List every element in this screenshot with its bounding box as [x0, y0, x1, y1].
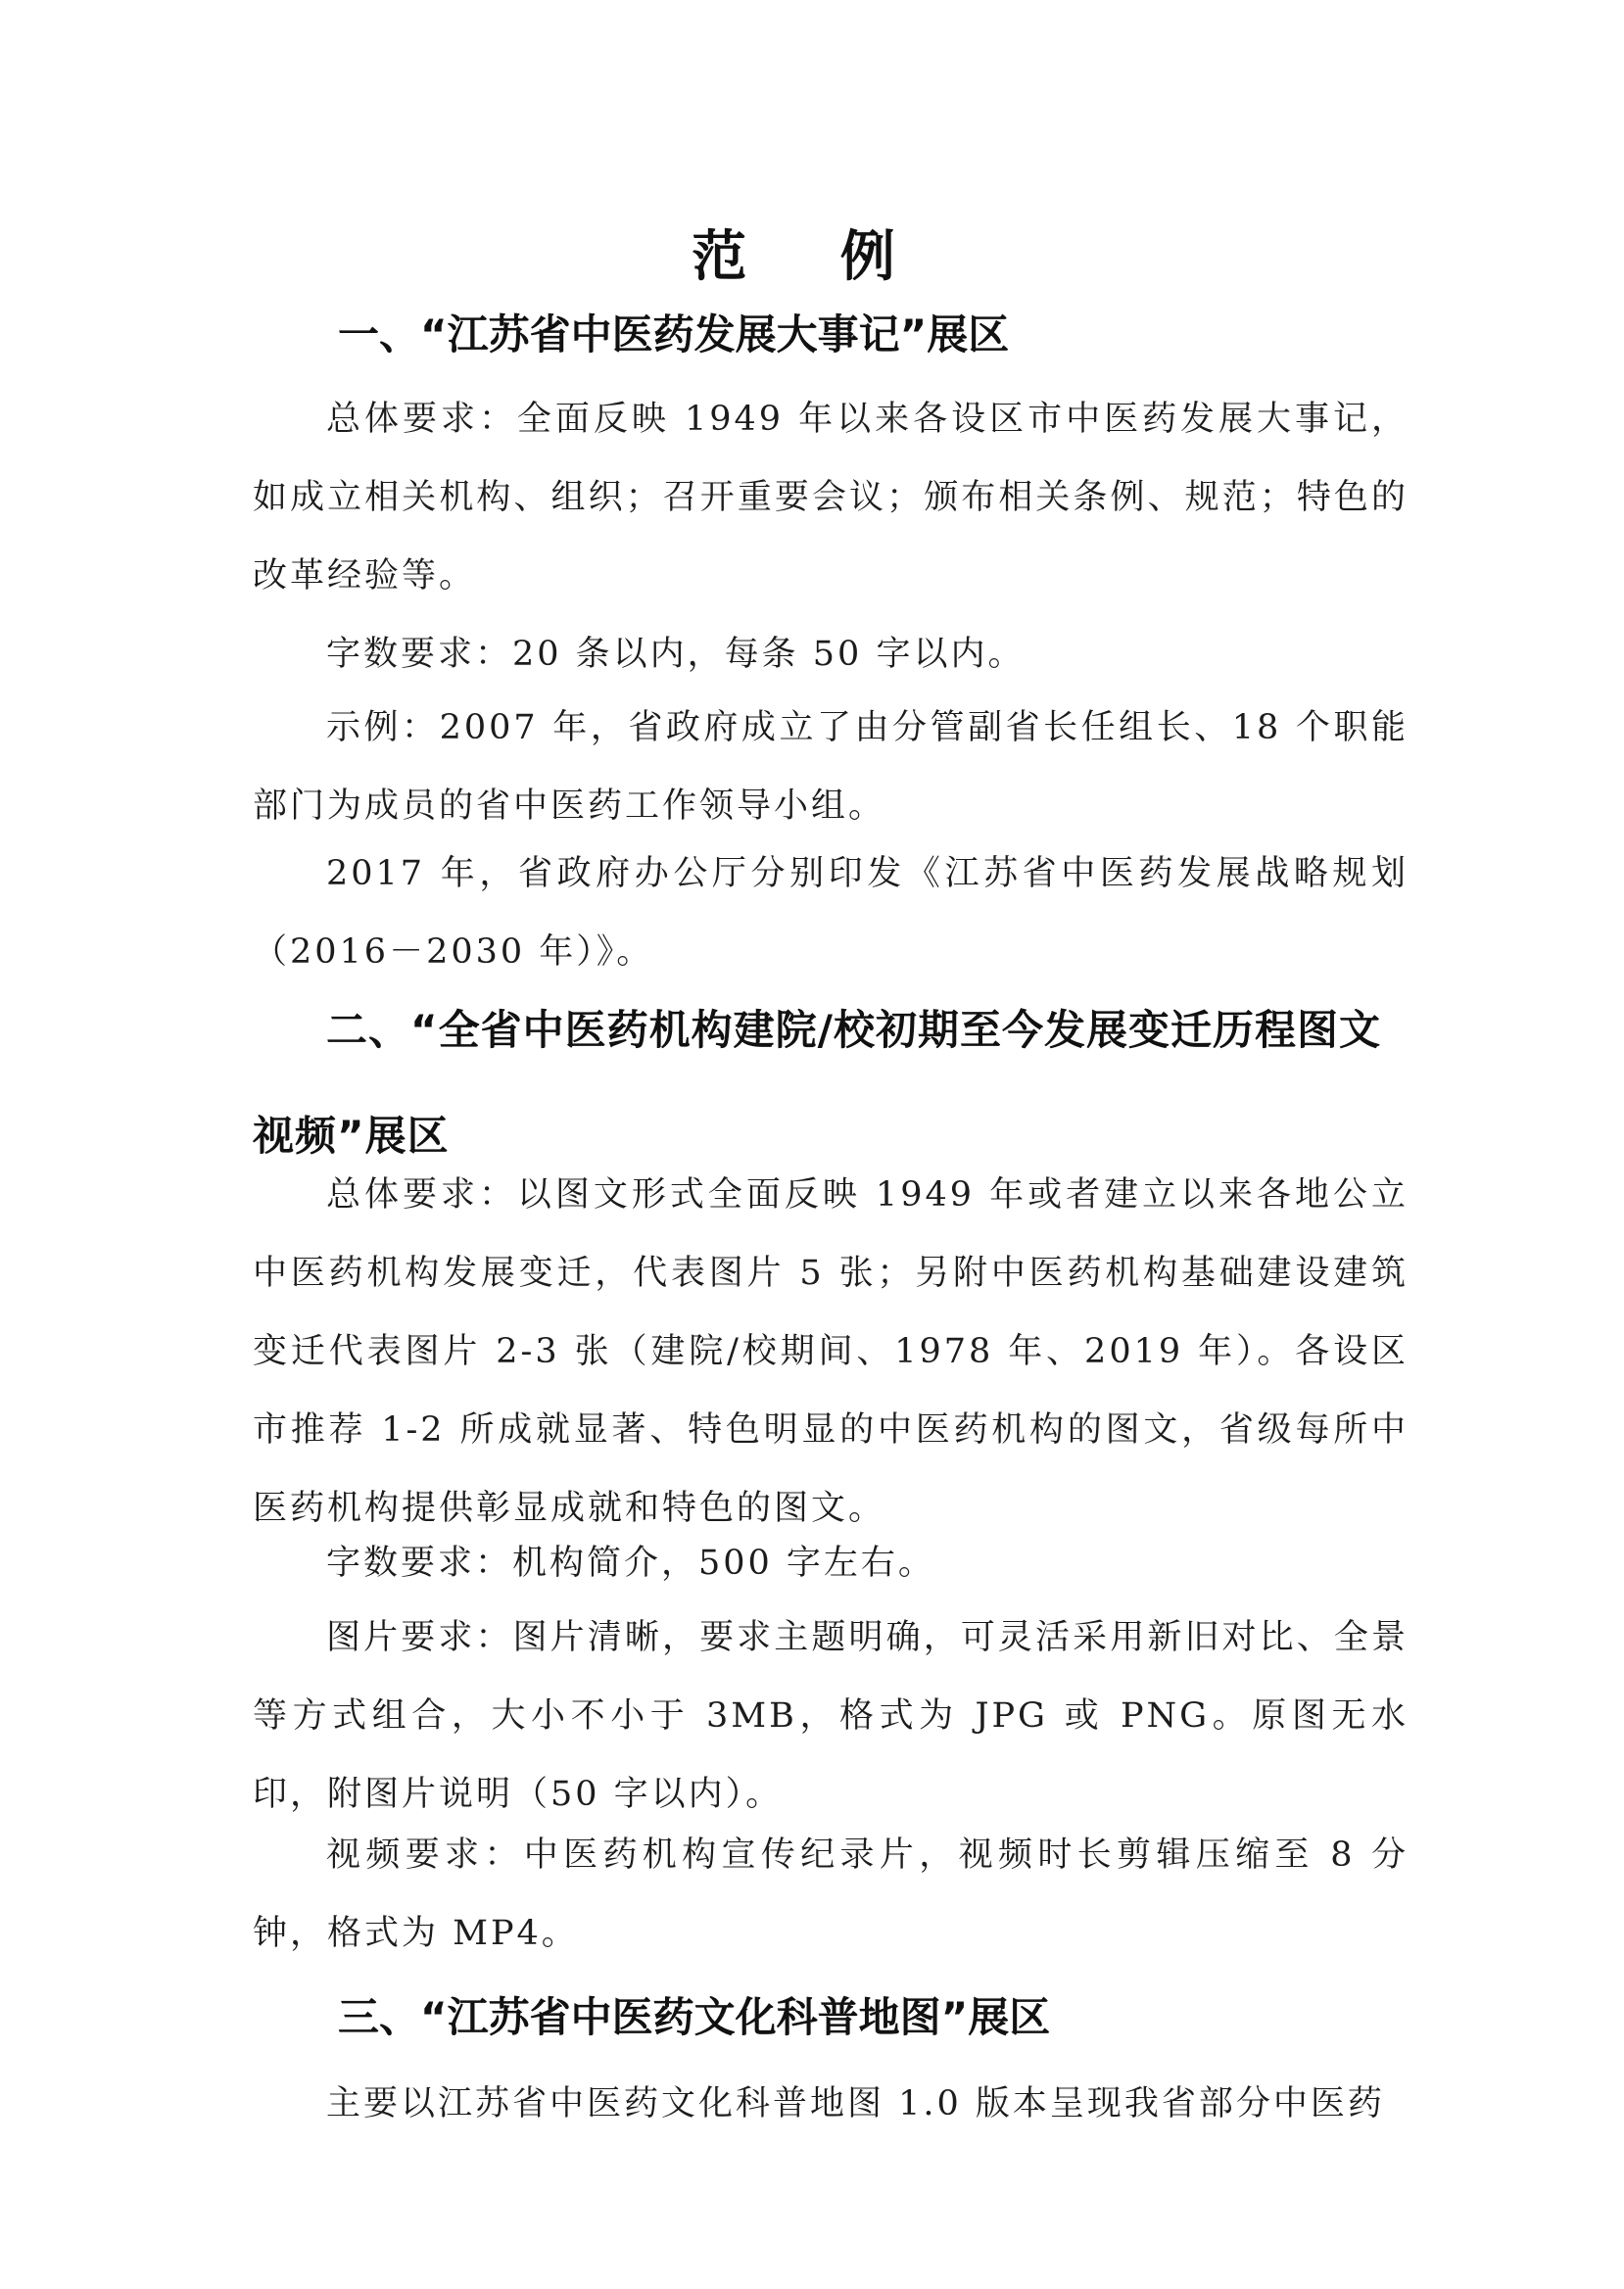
section-1-paragraph-3: 示例：2007 年，省政府成立了由分管副省长任组长、18 个职能部门为成员的省中医药工作领导小组。: [253, 708, 1409, 826]
section-1-heading: 一、“江苏省中医药发展大事记”展区: [338, 310, 1010, 358]
section-2-paragraph-4: 视频要求：中医药机构宣传纪录片，视频时长剪辑压缩至 8 分钟，格式为 MP4。: [253, 1836, 1409, 1953]
section-2-paragraph-2: 字数要求：机构简介，500 字左右。: [326, 1544, 935, 1583]
section-3-paragraph-1: 主要以江苏省中医药文化科普地图 1.0 版本呈现我省部分中医药: [326, 2084, 1385, 2123]
section-1-paragraph-2: 字数要求：20 条以内，每条 50 字以内。: [326, 635, 1026, 674]
page-title: 范 例: [692, 224, 932, 289]
section-3-heading: 三、“江苏省中医药文化科普地图”展区: [338, 1993, 1051, 2041]
section-2-paragraph-1: 总体要求：以图文形式全面反映 1949 年或者建立以来各地公立中医药机构发展变迁，代表图片 5 张；另附中医药机构基础建设建筑变迁代表图片 2-3 张（建院/校期间、1978 年、2019 年）。各设区市推荐 1-2 所成就显著、特色明显的中医药机构的图文，省级每所中医药机构提供彰显成就和特色的图文。: [253, 1175, 1409, 1528]
section-1-paragraph-1: 总体要求：全面反映 1949 年以来各设区市中医药发展大事记，如成立相关机构、组织；召开重要会议；颁布相关条例、规范；特色的改革经验等。: [253, 400, 1409, 596]
section-2-paragraph-3: 图片要求：图片清晰，要求主题明确，可灵活采用新旧对比、全景等方式组合，大小不小于 3MB，格式为 JPG 或 PNG。原图无水印，附图片说明（50 字以内）。: [253, 1618, 1409, 1814]
section-2-heading: 二、“全省中医药机构建院/校初期至今发展变迁历程图文视频”展区: [253, 1006, 1381, 1160]
section-1-paragraph-4: 2017 年，省政府办公厅分别印发《江苏省中医药发展战略规划（2016－2030 年）》。: [253, 854, 1409, 972]
